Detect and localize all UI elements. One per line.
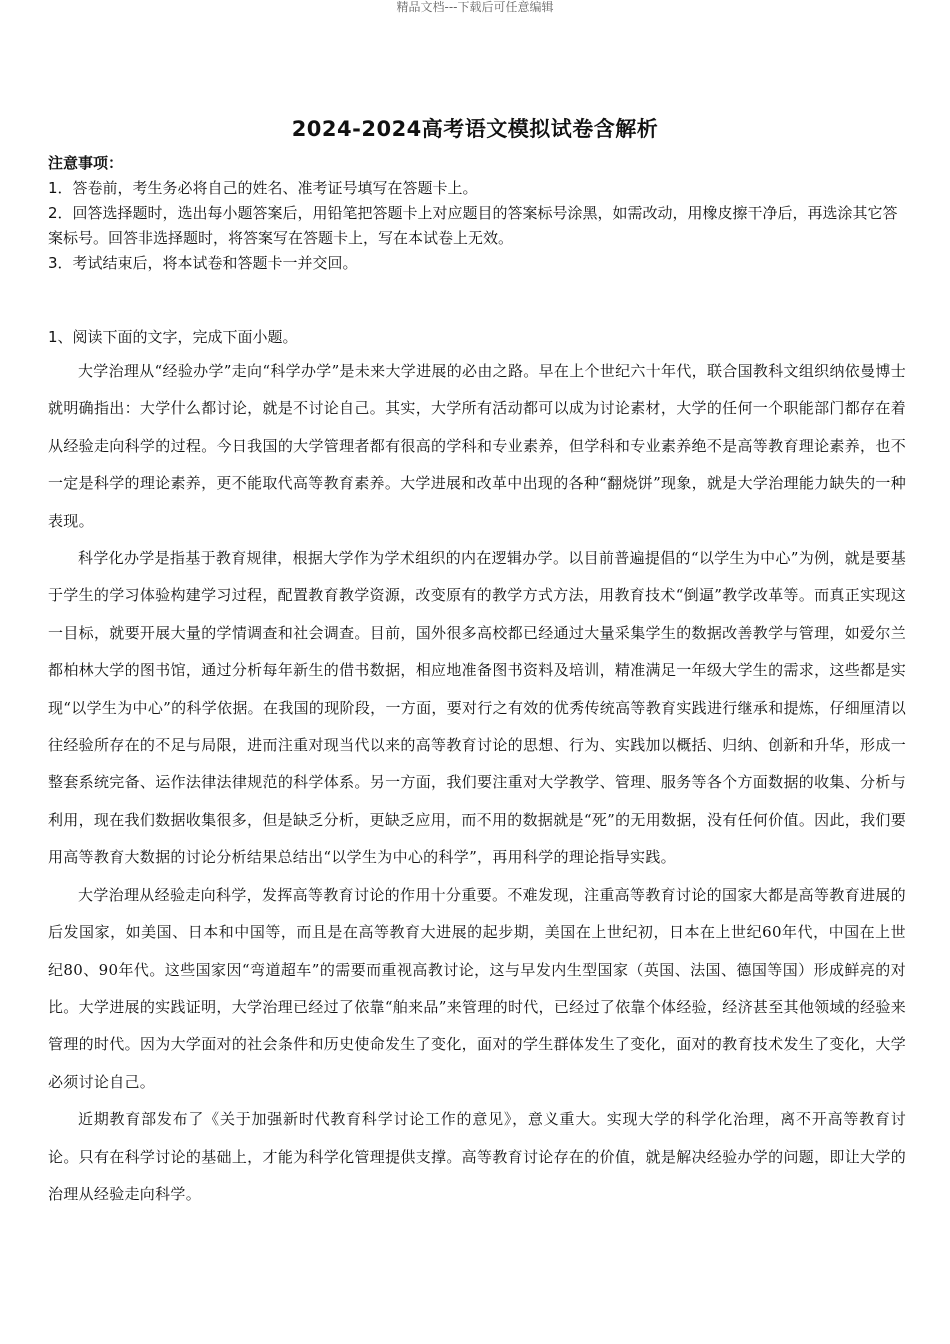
- page-header: 精品文档---下载后可任意编辑: [396, 0, 554, 14]
- notes-item: 3．考试结束后，将本试卷和答题卡一并交回。: [48, 254, 358, 272]
- notes-section: [48, 151, 908, 276]
- passage-paragraph: 大学治理从“经验办学”走向“科学办学”是未来大学进展的必由之路。早在上个世纪六十年代，联合国教科文组织纳依曼博士就明确指出：大学什么都讨论，就是不讨论自己。其实，大学所有活动都可以成为讨论素材，大学的任何一个职能部门都存在着从经验走向科学的过程。今日我国的大学管理者都有很高的学科和专业素养，但学科和专业素养绝不是高等教育理论素养，也不一定是科学的理论素养，更不能取代高等教育素养。大学进展和改革中出现的各种“翻烧饼”现象，就是大学治理能力缺失的一种表现。: [48, 362, 906, 530]
- notes-item: 1．答卷前，考生务必将自己的姓名、准考证号填写在答题卡上。: [48, 179, 478, 197]
- reading-passage: [48, 353, 906, 1213]
- question-prompt: 1、阅读下面的文字，完成下面小题。: [48, 328, 298, 346]
- passage-paragraph: 近期教育部发布了《关于加强新时代教育科学讨论工作的意见》，意义重大。实现大学的科学化治理，离不开高等教育讨论。只有在科学讨论的基础上，才能为科学化管理提供支撑。高等教育讨论存在的价值，就是解决经验办学的问题，即让大学的治理从经验走向科学。: [48, 1110, 906, 1203]
- passage-paragraph: 科学化办学是指基于教育规律，根据大学作为学术组织的内在逻辑办学。以目前普遍提倡的“以学生为中心”为例，就是要基于学生的学习体验构建学习过程，配置教育教学资源，改变原有的教学方式方法，用教育技术“倒逼”教学改革等。而真正实现这一目标，就要开展大量的学情调查和社会调查。目前，国外很多高校都已经通过大量采集学生的数据改善教学与管理，如爱尔兰都柏林大学的图书馆，通过分析每年新生的借书数据，相应地准备图书资料及培训，精准满足一年级大学生的需求，这些都是实现“以学生为中心”的科学依据。在我国的现阶段，一方面，要对行之有效的优秀传统高等教育实践进行继承和提炼，仔细厘清以往经验所存在的不足与局限，进而注重对现当代以来的高等教育讨论的思想、行为、实践加以概括、归纳、创新和升华，形成一整套系统完备、运作法律法律规范的科学体系。另一方面，我们要注重对大学教学、管理、服务等各个方面数据的收集、分析与利用，现在我们数据收集很多，但是缺乏分析，更缺乏应用，而不用的数据就是“死”的无用数据，没有任何价值。因此，我们要用高等教育大数据的讨论分析结果总结出“以学生为中心的科学”，再用科学的理论指导实践。: [48, 549, 906, 867]
- passage-paragraph: 大学治理从经验走向科学，发挥高等教育讨论的作用十分重要。不难发现，注重高等教育讨论的国家大都是高等教育进展的后发国家，如美国、日本和中国等，而且是在高等教育大进展的起步期，美国在上世纪初，日本在上世纪60年代，中国在上世纪80、90年代。这些国家因“弯道超车”的需要而重视高教讨论，这与早发内生型国家（英国、法国、德国等国）形成鲜亮的对比。大学进展的实践证明，大学治理已经过了依靠“舶来品”来管理的时代，已经过了依靠个体经验，经济甚至其他领域的经验来管理的时代。因为大学面对的社会条件和历史使命发生了变化，面对的学生群体发生了变化，面对的教育技术发生了变化，大学必须讨论自己。: [48, 885, 906, 1091]
- notes-item: 2．回答选择题时，选出每小题答案后，用铅笔把答题卡上对应题目的答案标号涂黑，如需改动，用橡皮擦干净后，再选涂其它答案标号。回答非选择题时，将答案写在答题卡上，写在本试卷上无效。: [48, 204, 898, 247]
- notes-heading: 注意事项：: [48, 154, 124, 172]
- page-title: 2024-2024高考语文模拟试卷含解析: [291, 117, 659, 141]
